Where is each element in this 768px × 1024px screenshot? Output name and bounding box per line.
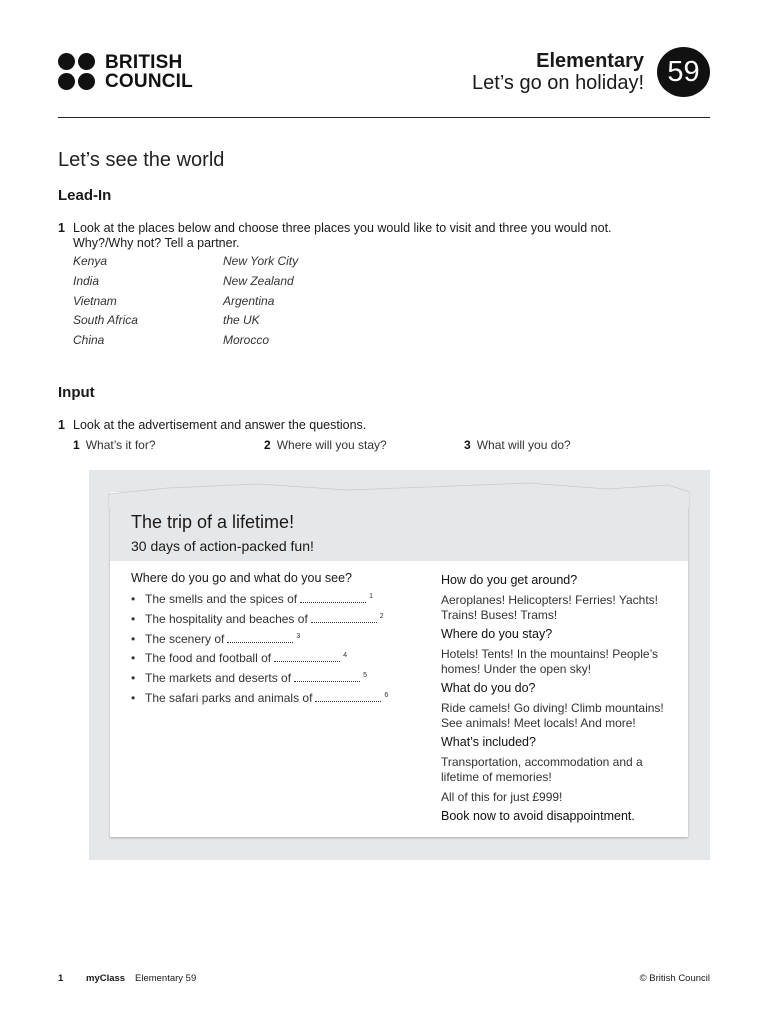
gap-blank: [294, 671, 360, 682]
bullet-text: The food and football of: [145, 651, 272, 666]
advert-left-heading: Where do you go and what do you see?: [131, 571, 352, 585]
question-number: 1: [73, 438, 80, 452]
logo-wordmark: [105, 53, 193, 91]
advert-bullet-list: [131, 591, 421, 710]
advert-question: How do you get around?: [441, 573, 578, 587]
logo-line-1: BRITISH: [105, 52, 183, 73]
list-item: • The scenery of $^3$: [131, 631, 301, 646]
advert-answer: Ride camels! Go diving! Climb mountains! See animals! Meet locals! And more!: [441, 701, 664, 730]
header-divider: [58, 117, 710, 118]
gap-blank: [274, 651, 340, 662]
input-question: [73, 438, 156, 452]
gap-blank: [315, 691, 381, 702]
place-right: New Zealand: [223, 274, 294, 288]
list-item: • The smells and the spices of $^1$: [131, 592, 373, 606]
logo-line-2: COUNCIL: [105, 71, 193, 92]
bullet-text: The scenery of: [145, 631, 225, 646]
question-number: 3: [464, 438, 471, 452]
british-council-logo: [58, 52, 193, 92]
question-text: What’s it for?: [85, 438, 156, 452]
place-left: China: [73, 333, 105, 347]
footer-brand: myClass: [86, 973, 126, 984]
list-item: • The safari parks and animals of $^6$: [131, 690, 389, 705]
lead-in-instruction: Look at the places below and choose three places you would like to visit and three you would not. Why?/Why not? Tell a partner.: [73, 221, 612, 250]
gap-ref: 5: [363, 672, 367, 680]
bullet-text: The safari parks and animals of: [145, 690, 313, 705]
advert-question: Where do you stay?: [441, 627, 553, 641]
advert-question: What’s included?: [441, 735, 536, 749]
place-right: New York City: [223, 254, 299, 268]
input-question: [464, 438, 571, 452]
page-title: Let’s see the world: [58, 149, 225, 171]
advert-question: What do you do?: [441, 681, 536, 695]
torn-edge-decoration: [108, 482, 690, 508]
gap-ref: 3: [296, 632, 301, 640]
gap-blank: [300, 592, 366, 603]
place-right: Argentina: [223, 294, 275, 308]
bullet-text: The smells and the spices of: [145, 592, 298, 606]
advert-answer: Transportation, accommodation and a lifetime of memories!: [441, 755, 643, 784]
footer-copyright: © British Council: [639, 973, 710, 984]
input-number: 1: [58, 418, 65, 432]
bullet-text: The markets and deserts of: [145, 671, 292, 686]
place-right: Morocco: [223, 333, 270, 347]
gap-ref: 2: [379, 612, 384, 620]
footer-level: Elementary 59: [135, 973, 197, 984]
input-question: [264, 438, 387, 452]
place-left: Kenya: [73, 254, 108, 268]
place-right: the UK: [223, 313, 260, 327]
gap-ref: 1: [369, 593, 373, 600]
advert-answer: Aeroplanes! Helicopters! Ferries! Yachts! Trains! Buses! Trams!: [441, 593, 658, 622]
gap-ref: 6: [384, 691, 389, 699]
lead-in-number: 1: [58, 221, 65, 235]
gap-blank: [227, 632, 293, 643]
input-heading: Input: [58, 384, 95, 401]
list-item: • The food and football of $^4$: [131, 651, 347, 666]
advert-price: All of this for just £999!: [441, 790, 563, 804]
lesson-number-badge: 59: [657, 47, 710, 97]
place-left: India: [73, 274, 100, 288]
question-text: What will you do?: [476, 438, 571, 452]
advert-answer: Hotels! Tents! In the mountains! People’s homes! Under the open sky!: [441, 647, 659, 676]
question-number: 2: [264, 438, 271, 452]
topic-label: Let’s go on holiday!: [472, 72, 644, 94]
list-item: • The markets and deserts of $^5$: [131, 671, 367, 686]
input-instruction: Look at the advertisement and answer the questions.: [73, 418, 367, 432]
lead-in-heading: Lead-In: [58, 187, 112, 204]
footer-page-number: 1: [58, 973, 64, 984]
bullet-text: The hospitality and beaches of: [145, 611, 308, 626]
advert-subtitle: 30 days of action-packed fun!: [131, 538, 314, 554]
level-label: Elementary: [536, 50, 644, 72]
place-left: South Africa: [73, 313, 138, 327]
gap-blank: [311, 612, 377, 623]
gap-ref: 4: [343, 652, 347, 660]
question-text: Where will you stay?: [276, 438, 387, 452]
list-item: • The hospitality and beaches of $^2$: [131, 611, 384, 626]
logo-dots-icon: [58, 53, 100, 91]
advert-title: The trip of a lifetime!: [131, 512, 295, 532]
place-left: Vietnam: [73, 294, 117, 308]
advert-call-to-action: Book now to avoid disappointment.: [441, 809, 635, 823]
